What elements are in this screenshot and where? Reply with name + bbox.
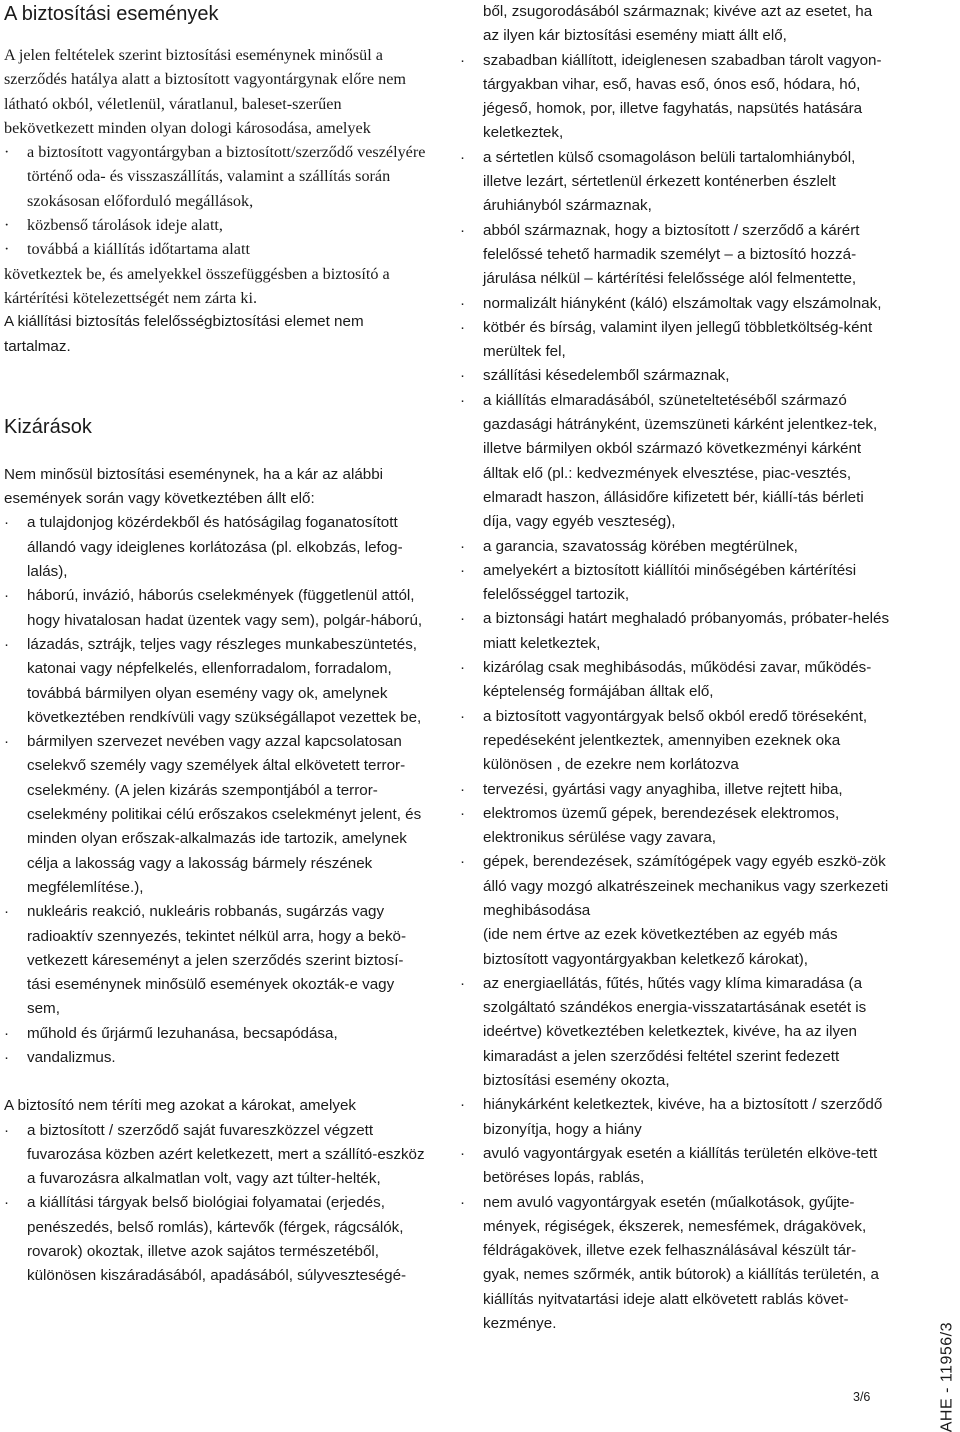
nonpay-item: · a biztosított vagyontárgyak belső okból eredő töréseként, repedéseként jelentkeztek, amennyiben ezeknek oka különösen , de ezekre nem korlátozva [460,705,892,778]
nonpay-item: · avuló vagyontárgyak esetén a kiállítás területén elköve-tett betöréses lopás, rablás, [460,1142,892,1191]
exclusion-item: · a tulajdonjog közérdekből és hatóságilag foganatosított állandó vagy ideiglenes korlátozása (pl. elkobzás, lefog-lalás), [4,511,426,584]
left-column [4,0,426,1289]
nonpay-intro: A biztosító nem téríti meg azokat a károkat, amelyek [4,1097,357,1115]
nonpay-item: · a biztosított / szerződő saját fuvareszközzel végzett fuvarozása közben azért keletkezett, mert a szállító-eszköz a fuvarozásra alkalmatlan volt, vagy azt túlter-helték, [4,1119,426,1192]
nonpay-item: · a kiállítás elmaradásából, szüneteltetéséből származó gazdasági hátrányként, üzemszüneti kárként jelentkez-tek, illetve bármilyen okból származó következményi kárként álltak elő (pl.: kedvezmények elvesztése, piac-vesztés, elmaradt haszon, állásidőre kifizetett bér, kiállí-tás bérleti díja, vagy egyéb veszteség), [460,389,892,535]
intro-list [4,140,426,261]
section-title: A biztosítási események [4,3,219,25]
intro-item: · továbbá a kiállítás időtartama alatt [4,237,426,261]
nonpay-item: · kötbér és bírság, valamint ilyen jellegű többletköltség-ként merültek fel, [460,316,892,365]
nonpay-item: · a biztonsági határt meghaladó próbanyomás, próbater-helés miatt keletkeztek, [460,607,892,656]
intro-item: · a biztosított vagyontárgyban a biztosított/szerződő veszélyére történő oda- és visszaszállítás, valamint a szállítás során szokásosan előforduló megállások, [4,140,426,213]
nonpay-item: · gépek, berendezések, számítógépek vagy egyéb eszkö-zök álló vagy mozgó alkatrészeinek mechanikus vagy szerkezeti meghibásodása [460,850,892,923]
liability-note: A kiállítási biztosítás felelősségbiztosítási elemet nem tartalmaz. [4,313,364,355]
nonpay-item: · nem avuló vagyontárgyak esetén (műalkotások, gyűjte-mények, régiségek, ékszerek, nemesfémek, drágakövek, féldrágakövek, illetve ezek felhasználásával készült tár-gyak, nemes szőrmék, antik bútorok) a kiállítás területén, a kiállítás nyitvatartási ideje alatt elkövetett rablás követ-kezménye. [460,1191,892,1337]
continuation-text: ből, zsugorodásából származnak; kivéve azt az esetet, ha az ilyen kár biztosítási esemény miatt állt elő, [483,3,873,45]
mechanical-note: (ide nem értve az ezek következtében az egyéb más biztosított vagyontárgyakban keletkező károkat), [483,926,838,968]
exclusion-item: · bármilyen szervezet nevében vagy azzal kapcsolatosan cselekvő személy vagy személyek által elkövetett terror-cselekmény. (A jelen kizárás szempontjából a terror-cselekmény politikai célú erőszakos cselekményt jelent, és minden olyan erőszak-alkalmazás ide tartozik, amelynek célja a lakosság vagy a lakosság bármely részének megfélemlítése.), [4,730,426,900]
nonpay-item: · elektromos üzemű gépek, berendezések elektromos, elektronikus sérülése vagy zavara, [460,802,892,851]
page-number: 3/6 [853,1390,871,1404]
nonpay-item: · a kiállítási tárgyak belső biológiai folyamatai (erjedés, penészedés, belső romlás), kártevők (férgek, rágcsálók, rovarok) okoztak, illetve azok sajátos természetéből, különösen kiszáradásából, apadásából, súlyveszteségé- [4,1191,426,1288]
nonpay-item: · az energiaellátás, fűtés, hűtés vagy klíma kimaradása (a szolgáltató szándékos energia-visszatartásának esetét is ideértve) következtében keletkeztek, kivéve, ha az ilyen kimaradást a jelen szerződési feltétel szerint fedezett biztosítási esemény okozta, [460,972,892,1093]
nonpay-item: · tervezési, gyártási vagy anyaghiba, illetve rejtett hiba, [460,778,892,802]
nonpay-list [4,1119,426,1289]
intro-end-paragraph: következtek be, és amelyekkel összefüggésben a biztosító a kártérítési kötelezettségét nem zárta ki. [4,264,390,307]
intro-item: · közbenső tárolások ideje alatt, [4,213,426,237]
nonpay-list-continued [460,49,892,924]
document-code: AHE - 11956/3 [938,1322,955,1432]
nonpay-item: · a sértetlen külső csomagoláson belüli tartalomhiányból, illetve lezárt, sértetlenül érkezett konténerben észlelt áruhiányból származnak, [460,146,892,219]
nonpay-item: · szabadban kiállított, ideiglenesen szabadban tárolt vagyon-tárgyakban vihar, eső, havas eső, ónos eső, hódara, hó, jégeső, homok, por, illetve fagyhatás, napsütés hatására keletkeztek, [460,49,892,146]
exclusions-intro: Nem minősül biztosítási eseménynek, ha a kár az alábbi események során vagy következtében állt elő: [4,465,384,508]
exclusion-item: · műhold és űrjármű lezuhanása, becsapódása, [4,1022,426,1046]
nonpay-item: · szállítási késedelemből származnak, [460,364,892,388]
nonpay-list-end [460,972,892,1336]
nonpay-item: · abból származnak, hogy a biztosított / szerződő a kárért felelőssé tehető harmadik személyt – a biztosító hozzá-járulása nélkül – kártérítési felelőssége alól felmentette, [460,219,892,292]
nonpay-item: · hiánykárként keletkeztek, kivéve, ha a biztosított / szerződő bizonyítja, hogy a hiány [460,1093,892,1142]
nonpay-item: · amelyekért a biztosított kiállítói minőségében kártérítési felelősséggel tartozik, [460,559,892,608]
exclusions-heading: Kizárások [4,415,92,438]
right-column [460,0,892,1336]
exclusion-item: · vandalizmus. [4,1046,426,1070]
nonpay-item: · a garancia, szavatosság körében megtérülnek, [460,535,892,559]
exclusions-list [4,511,426,1070]
nonpay-item: · kizárólag csak meghibásodás, működési zavar, működés-képtelenség formájában álltak elő, [460,656,892,705]
nonpay-item: · normalizált hiányként (káló) elszámoltak vagy elszámolnak, [460,292,892,316]
exclusion-item: · háború, invázió, háborús cselekmények (függetlenül attól, hogy hivatalosan hadat üzentek vagy sem), polgár-háború, [4,584,426,633]
exclusion-item: · nukleáris reakció, nukleáris robbanás, sugárzás vagy radioaktív szennyezés, tekintet nélkül arra, hogy a bekö-vetkezett káreseményt a jelen szerződés szerint biztosí-tási eseménynek minősülő események okozták-e vagy sem, [4,900,426,1021]
exclusion-item: · lázadás, sztrájk, teljes vagy részleges munkabeszüntetés, katonai vagy népfelkelés, ellenforradalom, forradalom, továbbá bármilyen olyan esemény vagy ok, amelynek következtében rendkívüli vagy szükségállapot vezettek be, [4,633,426,730]
intro-paragraph: A jelen feltételek szerint biztosítási eseménynek minősül a szerződés hatálya alatt a biztosított vagyontárgynak előre nem látható okból, véletlenül, váratlanul, baleset-szerűen bekövetkezett minden olyan dologi károsodása, amelyek [4,46,406,137]
